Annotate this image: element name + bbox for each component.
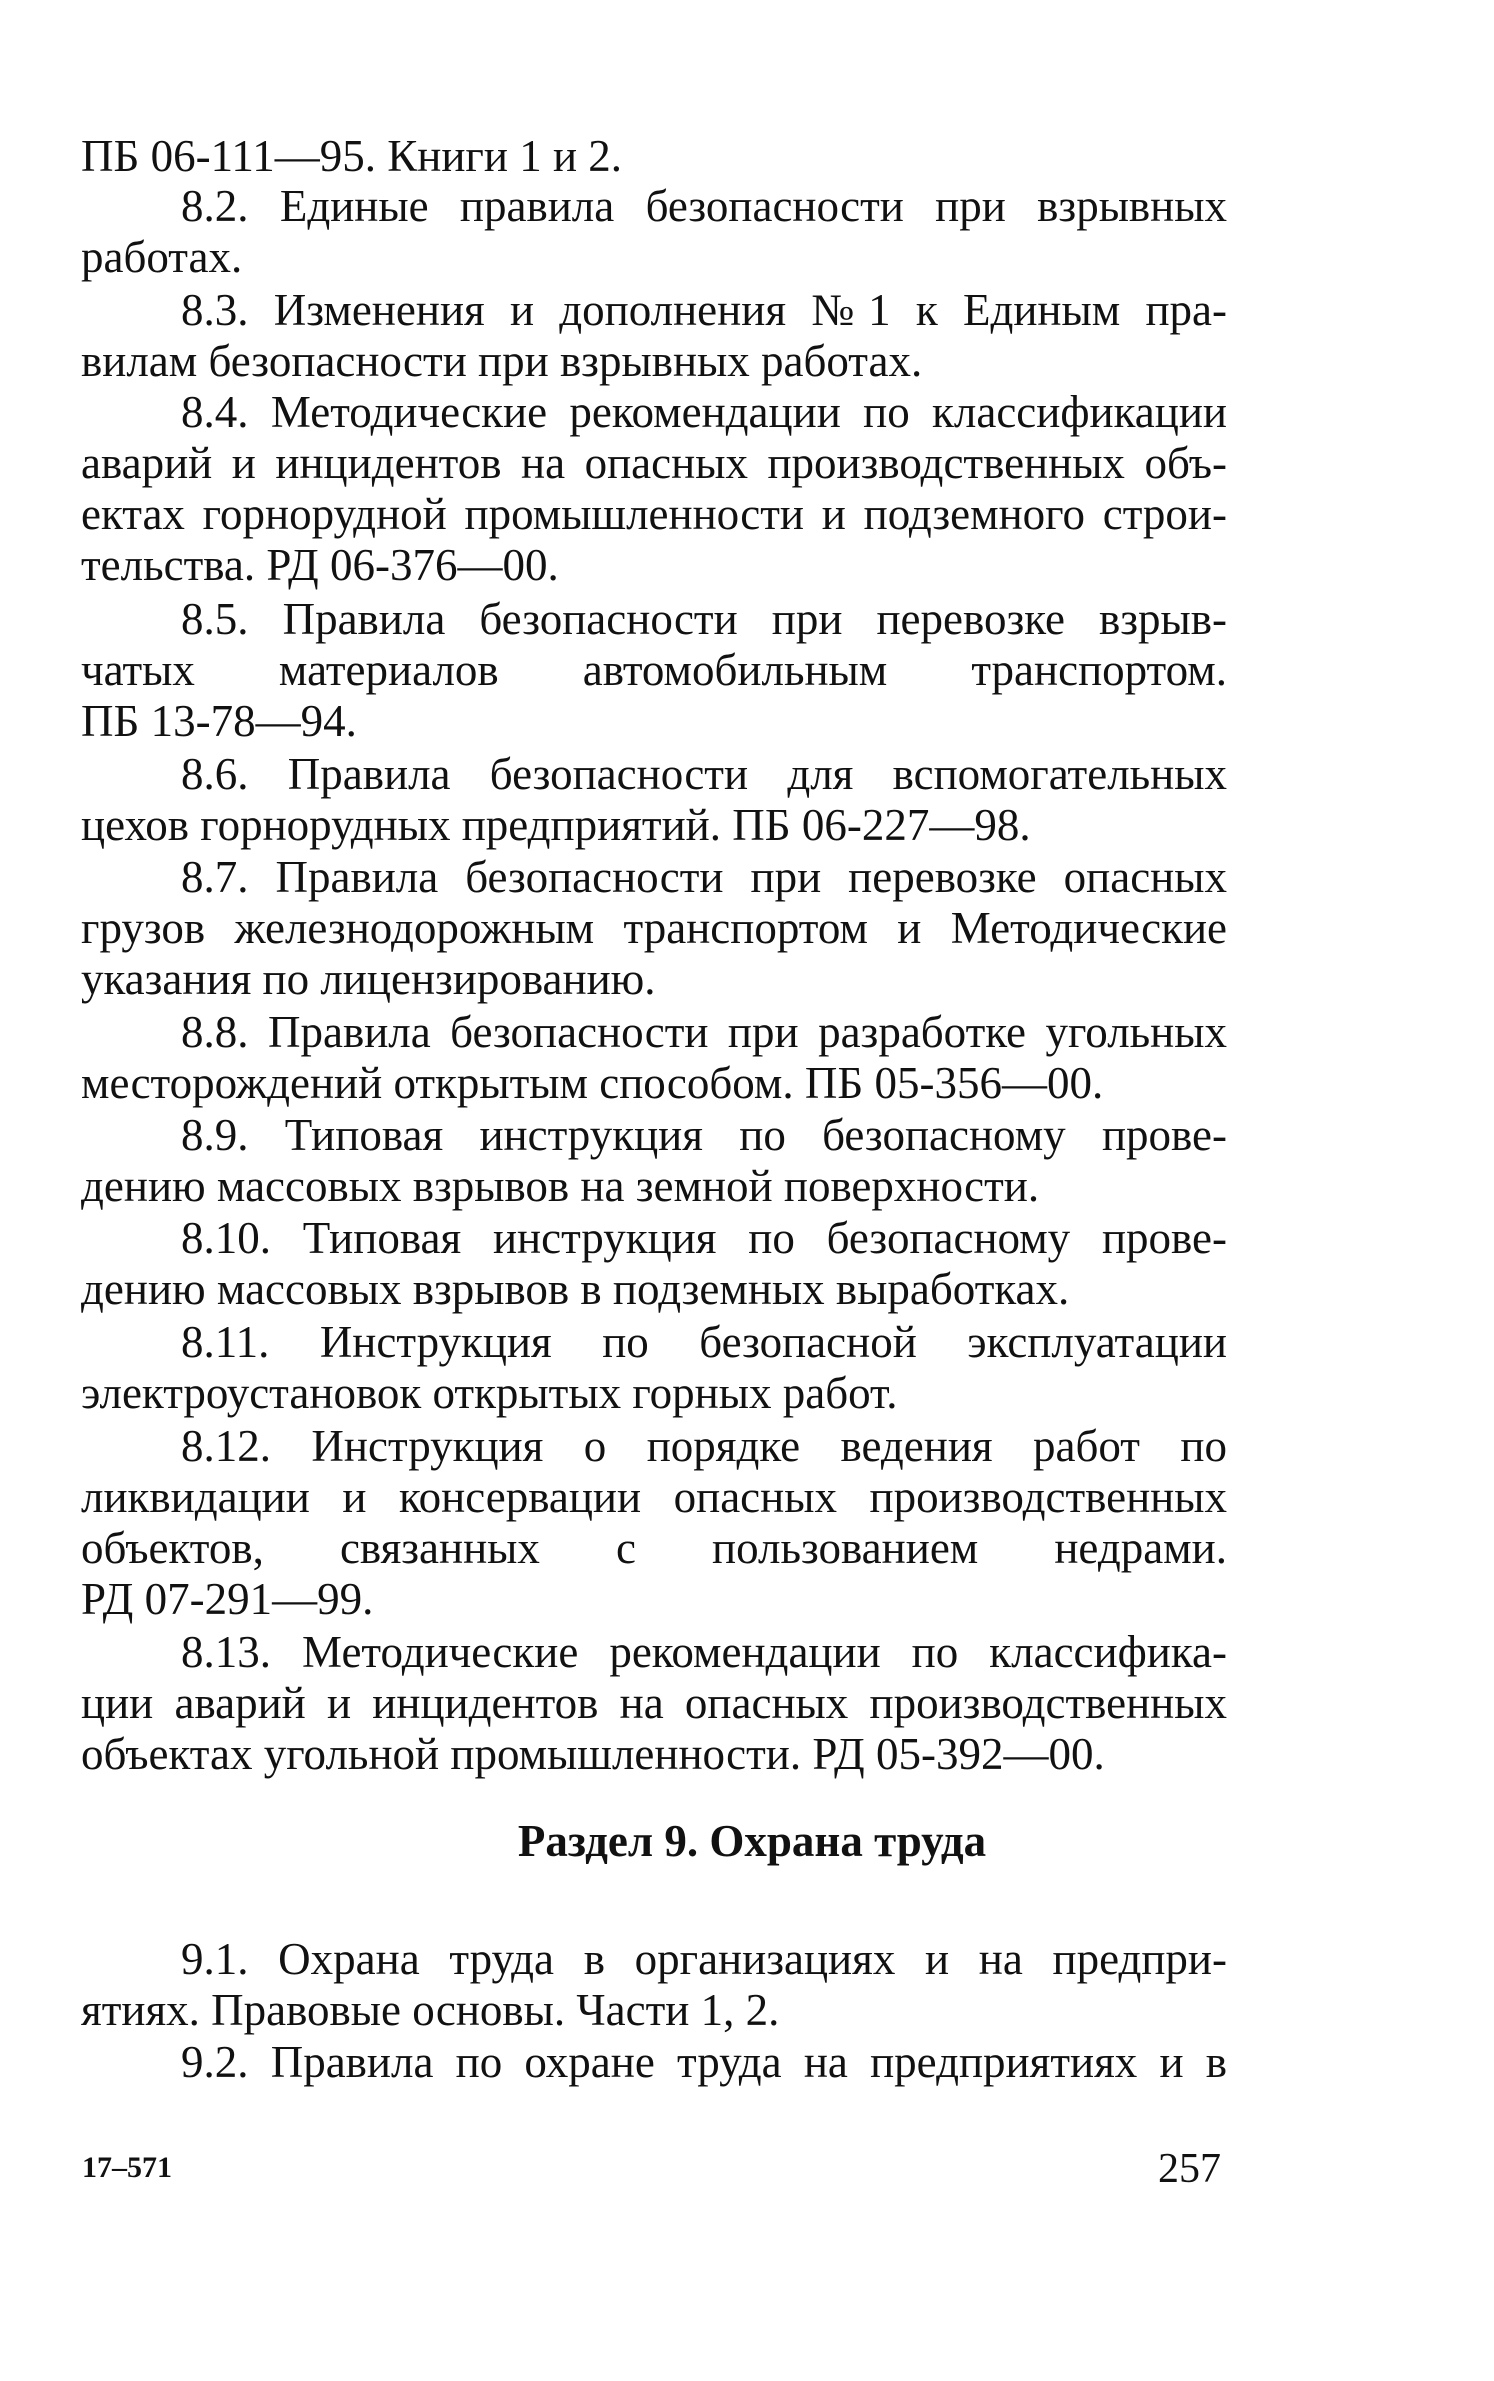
text-line: работах. — [81, 232, 243, 282]
text-line: цехов горнорудных предприятий. ПБ 06-227—98. — [81, 800, 1031, 850]
page-number: 257 — [1158, 2146, 1221, 2192]
list-item-8-6: 8.6. Правила безопасности для вспомогательных — [181, 749, 1227, 799]
text-line: ликвидации и консервации опасных производственных — [81, 1472, 1227, 1522]
section-heading-text: Раздел 9. Охрана труда — [517, 1816, 987, 1866]
text-line: тельства. РД 06-376—00. — [81, 540, 559, 590]
list-item-8-7: 8.7. Правила безопасности при перевозке опасных — [181, 852, 1227, 902]
text-line: ектах горнорудной промышленности и подземного строи- — [81, 489, 1227, 539]
list-item-8-12: 8.12. Инструкция о порядке ведения работ по — [181, 1421, 1227, 1471]
text-line: вилам безопасности при взрывных работах. — [81, 336, 923, 386]
text-line: указания по лицензированию. — [81, 954, 656, 1004]
list-item-8-4: 8.4. Методические рекомендации по классификации — [181, 387, 1227, 437]
text-line: ятиях. Правовые основы. Части 1, 2. — [81, 1985, 780, 2035]
list-item-8-9: 8.9. Типовая инструкция по безопасному прове- — [181, 1110, 1227, 1160]
section-heading — [0, 1815, 1494, 1867]
text-line: электроустановок открытых горных работ. — [81, 1368, 898, 1418]
printer-signature: 17–571 — [82, 2151, 172, 2184]
text-line: чатых материалов автомобильным транспортом. — [81, 645, 1227, 695]
text-line: объектах угольной промышленности. РД 05-392—00. — [81, 1729, 1105, 1779]
text-line: дению массовых взрывов на земной поверхности. — [81, 1161, 1040, 1211]
text-line: ПБ 06-111—95. Книги 1 и 2. — [81, 131, 623, 181]
text-line: ции аварий и инцидентов на опасных производственных — [81, 1678, 1227, 1728]
list-item-8-5: 8.5. Правила безопасности при перевозке взрыв- — [181, 594, 1227, 644]
list-item-8-11: 8.11. Инструкция по безопасной эксплуатации — [181, 1317, 1227, 1367]
list-item-8-8: 8.8. Правила безопасности при разработке угольных — [181, 1007, 1227, 1057]
text-line: дению массовых взрывов в подземных выработках. — [81, 1264, 1070, 1314]
text-line: РД 07-291—99. — [81, 1574, 374, 1624]
list-item-8-3: 8.3. Изменения и дополнения №1 к Единым пра- — [181, 285, 1227, 335]
text-line: объектов, связанных с пользованием недрами. — [81, 1523, 1227, 1573]
list-item-9-1: 9.1. Охрана труда в организациях и на предпри- — [181, 1934, 1227, 1984]
list-item-9-2: 9.2. Правила по охране труда на предприятиях и в — [181, 2037, 1227, 2087]
text-line: ПБ 13-78—94. — [81, 696, 357, 746]
text-line: грузов железнодорожным транспортом и Методические — [81, 903, 1227, 953]
list-item-8-10: 8.10. Типовая инструкция по безопасному прове- — [181, 1213, 1227, 1263]
list-item-8-13: 8.13. Методические рекомендации по классифика- — [181, 1627, 1227, 1677]
text-line: аварий и инцидентов на опасных производственных объ- — [81, 438, 1227, 488]
text-line: месторождений открытым способом. ПБ 05-356—00. — [81, 1058, 1104, 1108]
list-item-8-2: 8.2. Единые правила безопасности при взрывных — [181, 181, 1227, 231]
